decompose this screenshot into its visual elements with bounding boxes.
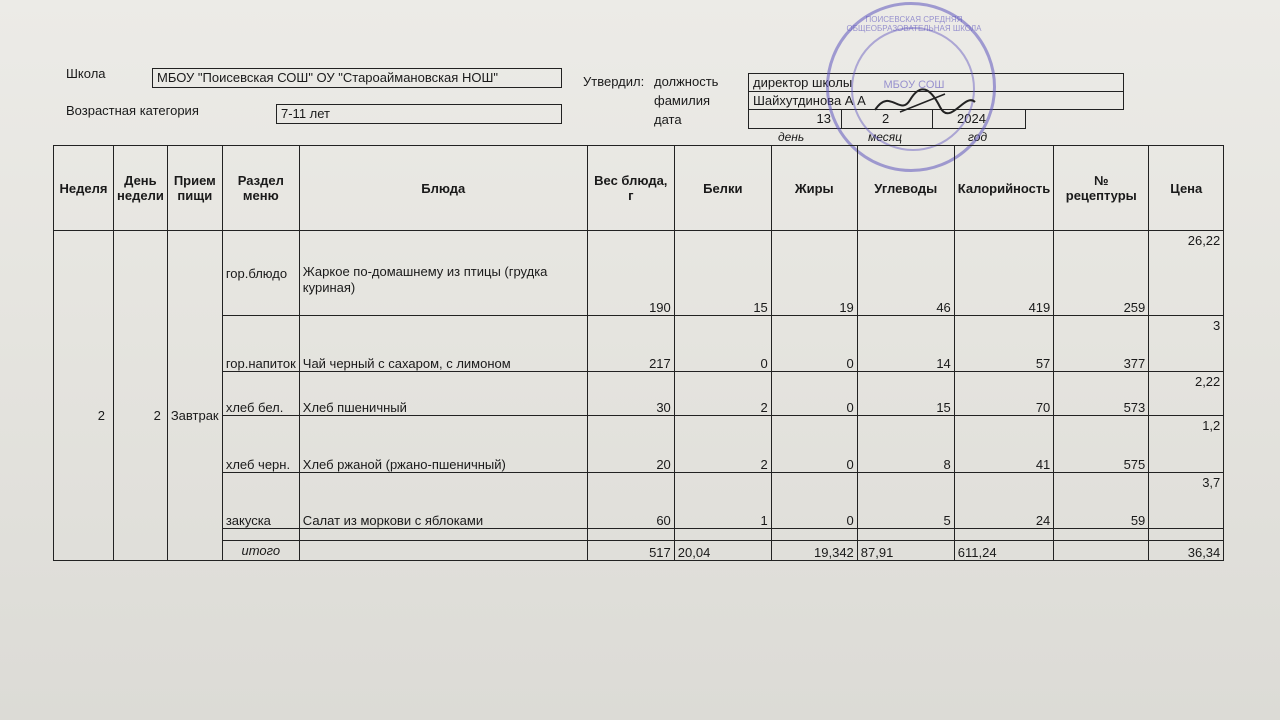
day-caption: день xyxy=(778,130,805,144)
recipe-cell: 573 xyxy=(1054,372,1149,416)
protein-cell: 0 xyxy=(674,316,771,372)
col-section: Раздел меню xyxy=(222,146,299,231)
total-weight: 517 xyxy=(587,541,674,561)
protein-cell: 2 xyxy=(674,372,771,416)
menu-table xyxy=(53,145,1224,561)
fat-cell: 0 xyxy=(771,316,857,372)
table-row xyxy=(54,473,1224,529)
total-price: 36,34 xyxy=(1149,541,1224,561)
col-carbs: Углеводы xyxy=(857,146,954,231)
carbs-cell: 5 xyxy=(857,473,954,529)
surname-field: Шайхутдинова А А xyxy=(748,91,1124,110)
price-cell: 26,22 xyxy=(1149,231,1224,316)
recipe-cell: 377 xyxy=(1054,316,1149,372)
col-meal: Прием пищи xyxy=(167,146,222,231)
year-caption: год xyxy=(968,130,988,144)
date-day-field: 13 xyxy=(748,109,842,129)
section-cell: гор.блюдо xyxy=(222,231,299,316)
weight-cell: 217 xyxy=(587,316,674,372)
protein-cell: 15 xyxy=(674,231,771,316)
school-label: Школа xyxy=(66,66,106,81)
day-cell: 2 xyxy=(114,231,168,561)
date-month-field: 2 xyxy=(841,109,933,129)
calories-cell: 419 xyxy=(954,231,1054,316)
col-price: Цена xyxy=(1149,146,1224,231)
col-recipe: № рецептуры xyxy=(1054,146,1149,231)
meal-cell: Завтрак xyxy=(167,231,222,561)
col-weight: Вес блюда, г xyxy=(587,146,674,231)
approved-label: Утвердил: xyxy=(583,74,645,89)
weight-cell: 30 xyxy=(587,372,674,416)
recipe-cell: 259 xyxy=(1054,231,1149,316)
calories-cell: 24 xyxy=(954,473,1054,529)
section-cell: закуска xyxy=(222,473,299,529)
dish-cell: Хлеб ржаной (ржано-пшеничный) xyxy=(299,416,587,473)
calories-cell: 70 xyxy=(954,372,1054,416)
price-cell: 3 xyxy=(1149,316,1224,372)
fat-cell: 0 xyxy=(771,372,857,416)
recipe-cell: 575 xyxy=(1054,416,1149,473)
table-row xyxy=(54,316,1224,372)
table-header-row xyxy=(54,146,1224,231)
dish-cell: Жаркое по-домашнему из птицы (грудка куриная) xyxy=(299,231,587,316)
dish-cell: Хлеб пшеничный xyxy=(299,372,587,416)
carbs-cell: 8 xyxy=(857,416,954,473)
col-fat: Жиры xyxy=(771,146,857,231)
empty-row xyxy=(54,529,1224,541)
recipe-cell: 59 xyxy=(1054,473,1149,529)
col-day: День недели xyxy=(114,146,168,231)
position-label: должность xyxy=(654,74,719,89)
date-label: дата xyxy=(654,112,682,127)
weight-cell: 20 xyxy=(587,416,674,473)
date-year-field: 2024 xyxy=(932,109,1026,129)
fat-cell: 19 xyxy=(771,231,857,316)
weight-cell: 190 xyxy=(587,231,674,316)
fat-cell: 0 xyxy=(771,473,857,529)
col-protein: Белки xyxy=(674,146,771,231)
calories-cell: 57 xyxy=(954,316,1054,372)
stamp-center-text: МБОУ СОШ xyxy=(883,79,945,91)
price-cell: 2,22 xyxy=(1149,372,1224,416)
carbs-cell: 14 xyxy=(857,316,954,372)
price-cell: 3,7 xyxy=(1149,473,1224,529)
dish-cell: Чай черный с сахаром, с лимоном xyxy=(299,316,587,372)
section-cell: хлеб черн. xyxy=(222,416,299,473)
section-cell: хлеб бел. xyxy=(222,372,299,416)
age-field: 7-11 лет xyxy=(276,104,562,124)
total-label: итого xyxy=(222,541,299,561)
age-label: Возрастная категория xyxy=(66,103,199,118)
weight-cell: 60 xyxy=(587,473,674,529)
signature-icon xyxy=(870,82,980,122)
surname-label: фамилия xyxy=(654,93,711,108)
month-caption: месяц xyxy=(868,130,903,144)
school-field: МБОУ "Поисевская СОШ" ОУ "Староаймановская НОШ" xyxy=(152,68,562,88)
total-protein: 20,04 xyxy=(674,541,771,561)
carbs-cell: 46 xyxy=(857,231,954,316)
col-calories: Калорийность xyxy=(954,146,1054,231)
table-row xyxy=(54,372,1224,416)
total-fat: 19,342 xyxy=(771,541,857,561)
col-dishes: Блюда xyxy=(299,146,587,231)
table-row xyxy=(54,416,1224,473)
week-cell: 2 xyxy=(54,231,114,561)
col-week: Неделя xyxy=(54,146,114,231)
dish-cell: Салат из моркови с яблоками xyxy=(299,473,587,529)
table-row xyxy=(54,231,1224,316)
position-field: директор школы xyxy=(748,73,1124,92)
total-row xyxy=(54,541,1224,561)
protein-cell: 1 xyxy=(674,473,771,529)
stamp-ring-text: ПОИСЕВСКАЯ СРЕДНЯЯ ОБЩЕОБРАЗОВАТЕЛЬНАЯ ШКОЛА xyxy=(846,15,982,33)
fat-cell: 0 xyxy=(771,416,857,473)
protein-cell: 2 xyxy=(674,416,771,473)
section-cell: гор.напиток xyxy=(222,316,299,372)
carbs-cell: 15 xyxy=(857,372,954,416)
total-carbs: 87,91 xyxy=(857,541,954,561)
calories-cell: 41 xyxy=(954,416,1054,473)
total-calories: 611,24 xyxy=(954,541,1054,561)
price-cell: 1,2 xyxy=(1149,416,1224,473)
